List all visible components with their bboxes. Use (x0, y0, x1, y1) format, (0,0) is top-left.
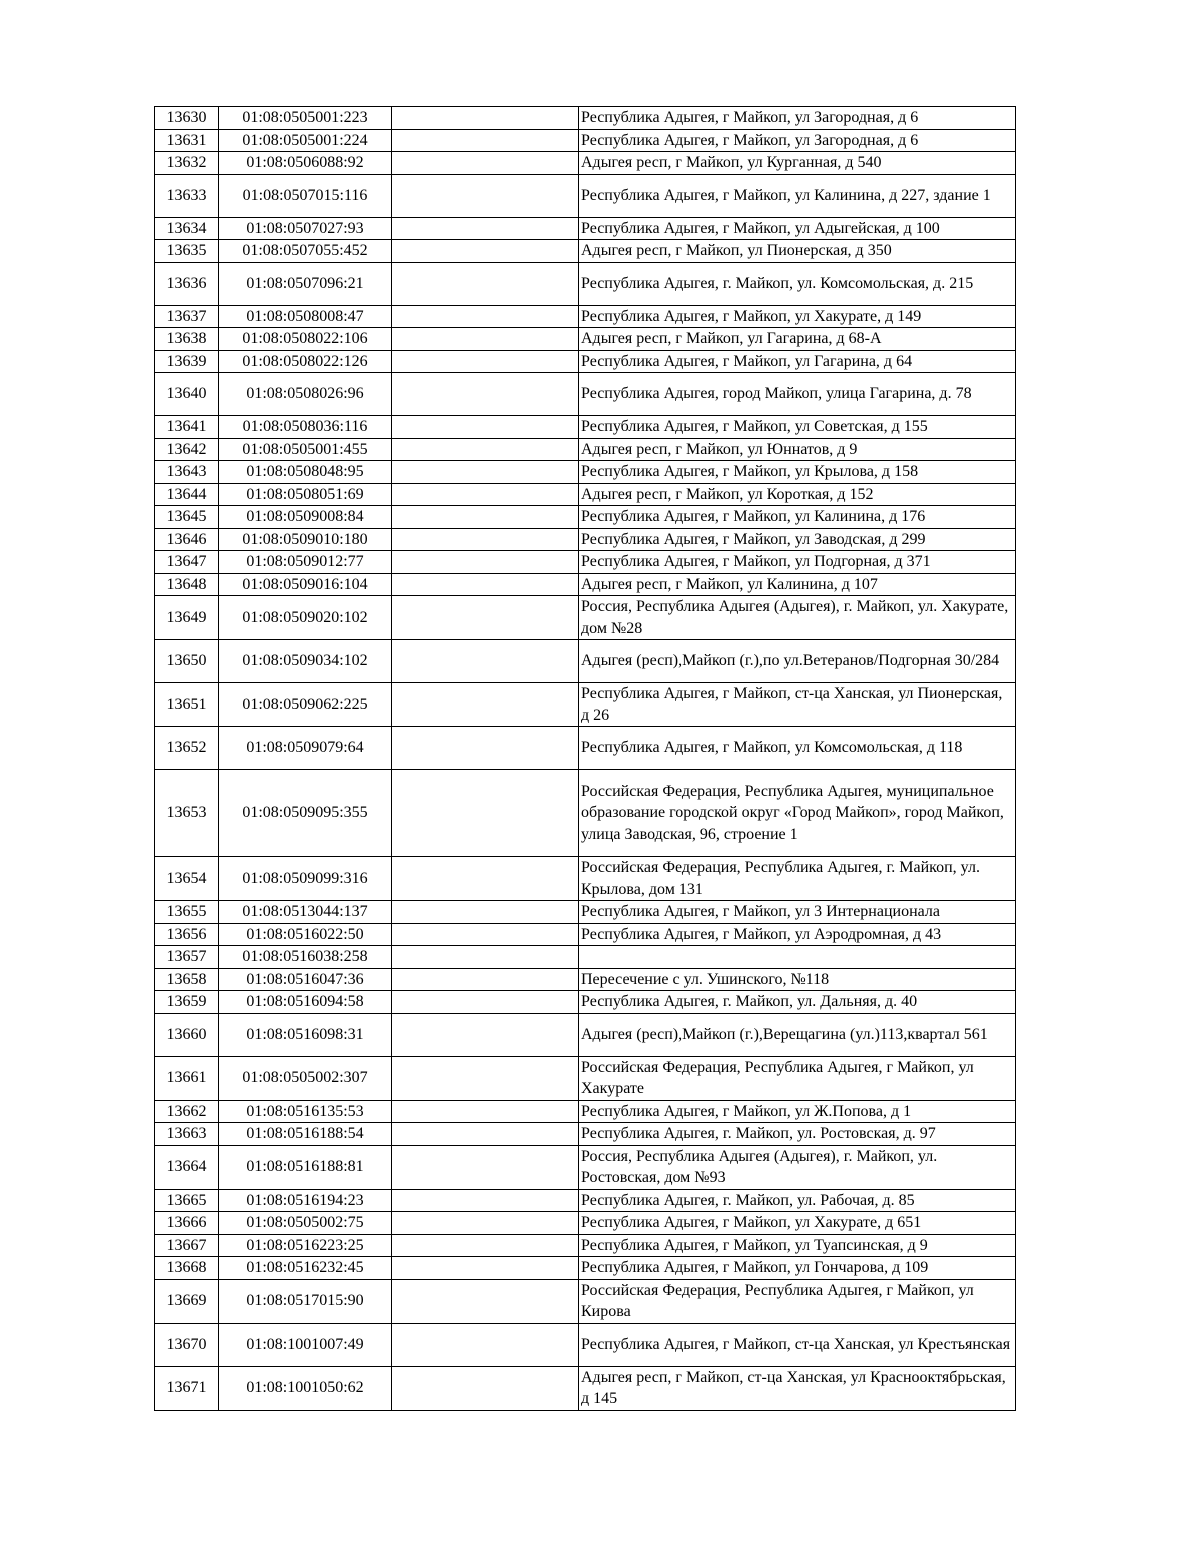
cadastral-number-cell: 01:08:0516098:31 (219, 1013, 392, 1056)
empty-cell (392, 305, 579, 328)
empty-cell (392, 573, 579, 596)
table-row (155, 438, 1016, 461)
cadastral-number-cell: 01:08:0508022:106 (219, 328, 392, 351)
empty-cell (392, 152, 579, 175)
cadastral-number-cell: 01:08:0505002:75 (219, 1212, 392, 1235)
address-cell: Республика Адыгея, город Майкоп, улица Гагарина, д. 78 (579, 373, 1016, 416)
cadastral-number-cell: 01:08:0508048:95 (219, 461, 392, 484)
empty-cell (392, 373, 579, 416)
cadastral-number-cell: 01:08:0509020:102 (219, 596, 392, 640)
cadastral-number-cell: 01:08:0513044:137 (219, 901, 392, 924)
address-cell: Республика Адыгея, г Майкоп, ул Гагарина, д 64 (579, 350, 1016, 373)
cadastral-number-cell: 01:08:0507096:21 (219, 262, 392, 305)
table-row (155, 1366, 1016, 1410)
row-number-cell: 13644 (155, 483, 219, 506)
empty-cell (392, 901, 579, 924)
table-row (155, 727, 1016, 770)
cadastral-number-cell: 01:08:0505001:223 (219, 107, 392, 130)
cadastral-number-cell: 01:08:0517015:90 (219, 1279, 392, 1323)
empty-cell (392, 1279, 579, 1323)
cadastral-number-cell: 01:08:0516188:54 (219, 1123, 392, 1146)
row-number-cell: 13668 (155, 1257, 219, 1280)
empty-cell (392, 174, 579, 217)
address-cell (579, 946, 1016, 969)
row-number-cell: 13654 (155, 857, 219, 901)
address-cell: Республика Адыгея, г Майкоп, ул Хакурате, д 651 (579, 1212, 1016, 1235)
row-number-cell: 13630 (155, 107, 219, 130)
address-cell: Российская Федерация, Республика Адыгея, г Майкоп, ул Хакурате (579, 1056, 1016, 1100)
row-number-cell: 13632 (155, 152, 219, 175)
cadastral-number-cell: 01:08:0505001:224 (219, 129, 392, 152)
table-row (155, 551, 1016, 574)
address-cell: Адыгея респ, г Майкоп, ул Гагарина, д 68-А (579, 328, 1016, 351)
empty-cell (392, 461, 579, 484)
address-cell: Республика Адыгея, г Майкоп, ул Подгорная, д 371 (579, 551, 1016, 574)
empty-cell (392, 1145, 579, 1189)
table-row (155, 1056, 1016, 1100)
cadastral-number-cell: 01:08:0508026:96 (219, 373, 392, 416)
cadastral-number-cell: 01:08:0509099:316 (219, 857, 392, 901)
address-cell: Россия, Республика Адыгея (Адыгея), г. Майкоп, ул. Ростовская, дом №93 (579, 1145, 1016, 1189)
address-cell: Российская Федерация, Республика Адыгея, г Майкоп, ул Кирова (579, 1279, 1016, 1323)
cadastral-number-cell: 01:08:0509016:104 (219, 573, 392, 596)
table-row (155, 152, 1016, 175)
row-number-cell: 13648 (155, 573, 219, 596)
row-number-cell: 13662 (155, 1100, 219, 1123)
empty-cell (392, 640, 579, 683)
address-cell: Республика Адыгея, г Майкоп, ул Туапсинская, д 9 (579, 1234, 1016, 1257)
cadastral-number-cell: 01:08:0505001:455 (219, 438, 392, 461)
table-row (155, 483, 1016, 506)
address-cell: Республика Адыгея, г. Майкоп, ул. Комсомольская, д. 215 (579, 262, 1016, 305)
property-register-table (154, 106, 1016, 1411)
empty-cell (392, 438, 579, 461)
table-row (155, 573, 1016, 596)
address-cell: Адыгея респ, г Майкоп, ул Пионерская, д 350 (579, 240, 1016, 263)
table-row (155, 946, 1016, 969)
cadastral-number-cell: 01:08:0516135:53 (219, 1100, 392, 1123)
row-number-cell: 13656 (155, 923, 219, 946)
address-cell: Российская Федерация, Республика Адыгея, муниципальное образование городской округ «Город Майкоп», город Майкоп, улица Заводская, 96, строение 1 (579, 770, 1016, 857)
row-number-cell: 13646 (155, 528, 219, 551)
empty-cell (392, 240, 579, 263)
table-row (155, 350, 1016, 373)
row-number-cell: 13650 (155, 640, 219, 683)
address-cell: Республика Адыгея, г Майкоп, ул 3 Интернационала (579, 901, 1016, 924)
cadastral-number-cell: 01:08:0509062:225 (219, 683, 392, 727)
empty-cell (392, 1257, 579, 1280)
table-row (155, 1100, 1016, 1123)
table-row (155, 174, 1016, 217)
empty-cell (392, 683, 579, 727)
row-number-cell: 13667 (155, 1234, 219, 1257)
cadastral-number-cell: 01:08:0506088:92 (219, 152, 392, 175)
table-row (155, 991, 1016, 1014)
row-number-cell: 13636 (155, 262, 219, 305)
cadastral-number-cell: 01:08:0509010:180 (219, 528, 392, 551)
address-cell: Республика Адыгея, г Майкоп, ул Калинина, д 176 (579, 506, 1016, 529)
row-number-cell: 13655 (155, 901, 219, 924)
row-number-cell: 13649 (155, 596, 219, 640)
empty-cell (392, 328, 579, 351)
empty-cell (392, 551, 579, 574)
empty-cell (392, 946, 579, 969)
address-cell: Республика Адыгея, г Майкоп, ул Загородная, д 6 (579, 129, 1016, 152)
table-row (155, 528, 1016, 551)
empty-cell (392, 1323, 579, 1366)
cadastral-number-cell: 01:08:0516038:258 (219, 946, 392, 969)
empty-cell (392, 262, 579, 305)
empty-cell (392, 1013, 579, 1056)
row-number-cell: 13633 (155, 174, 219, 217)
empty-cell (392, 506, 579, 529)
row-number-cell: 13660 (155, 1013, 219, 1056)
empty-cell (392, 107, 579, 130)
table-row (155, 1013, 1016, 1056)
empty-cell (392, 416, 579, 439)
cadastral-number-cell: 01:08:0516223:25 (219, 1234, 392, 1257)
table-row (155, 416, 1016, 439)
address-cell: Республика Адыгея, г. Майкоп, ул. Ростовская, д. 97 (579, 1123, 1016, 1146)
table-row (155, 1189, 1016, 1212)
address-cell: Республика Адыгея, г Майкоп, ул Гончарова, д 109 (579, 1257, 1016, 1280)
address-cell: Адыгея респ, г Майкоп, ул Юннатов, д 9 (579, 438, 1016, 461)
address-cell: Россия, Республика Адыгея (Адыгея), г. Майкоп, ул. Хакурате, дом №28 (579, 596, 1016, 640)
empty-cell (392, 1056, 579, 1100)
empty-cell (392, 991, 579, 1014)
row-number-cell: 13631 (155, 129, 219, 152)
cadastral-number-cell: 01:08:0509095:355 (219, 770, 392, 857)
cadastral-number-cell: 01:08:1001007:49 (219, 1323, 392, 1366)
address-cell: Адыгея респ, г Майкоп, ул Калинина, д 107 (579, 573, 1016, 596)
address-cell: Республика Адыгея, г Майкоп, ул Комсомольская, д 118 (579, 727, 1016, 770)
address-cell: Республика Адыгея, г Майкоп, ул Хакурате, д 149 (579, 305, 1016, 328)
row-number-cell: 13670 (155, 1323, 219, 1366)
row-number-cell: 13647 (155, 551, 219, 574)
address-cell: Российская Федерация, Республика Адыгея, г. Майкоп, ул. Крылова, дом 131 (579, 857, 1016, 901)
row-number-cell: 13671 (155, 1366, 219, 1410)
row-number-cell: 13640 (155, 373, 219, 416)
table-row (155, 461, 1016, 484)
empty-cell (392, 727, 579, 770)
table-row (155, 1279, 1016, 1323)
empty-cell (392, 129, 579, 152)
address-cell: Республика Адыгея, г Майкоп, ул Заводская, д 299 (579, 528, 1016, 551)
table-row (155, 262, 1016, 305)
row-number-cell: 13645 (155, 506, 219, 529)
address-cell: Республика Адыгея, г Майкоп, ул Ж.Попова, д 1 (579, 1100, 1016, 1123)
cadastral-number-cell: 01:08:0509012:77 (219, 551, 392, 574)
address-cell: Пересечение с ул. Ушинского, №118 (579, 968, 1016, 991)
cadastral-number-cell: 01:08:0516047:36 (219, 968, 392, 991)
table-row (155, 901, 1016, 924)
table-row (155, 1123, 1016, 1146)
empty-cell (392, 1234, 579, 1257)
table-row (155, 770, 1016, 857)
table-row (155, 107, 1016, 130)
table-body (155, 107, 1016, 1411)
cadastral-number-cell: 01:08:0507027:93 (219, 217, 392, 240)
row-number-cell: 13643 (155, 461, 219, 484)
address-cell: Адыгея (респ),Майкоп (г.),Верещагина (ул.)113,квартал 561 (579, 1013, 1016, 1056)
cadastral-number-cell: 01:08:0507055:452 (219, 240, 392, 263)
table-row (155, 373, 1016, 416)
table-row (155, 240, 1016, 263)
row-number-cell: 13634 (155, 217, 219, 240)
empty-cell (392, 217, 579, 240)
empty-cell (392, 483, 579, 506)
table-row (155, 968, 1016, 991)
row-number-cell: 13657 (155, 946, 219, 969)
empty-cell (392, 1212, 579, 1235)
table-row (155, 1145, 1016, 1189)
cadastral-number-cell: 01:08:0509034:102 (219, 640, 392, 683)
address-cell: Республика Адыгея, г Майкоп, ул Аэродромная, д 43 (579, 923, 1016, 946)
address-cell: Республика Адыгея, г Майкоп, ул Адыгейская, д 100 (579, 217, 1016, 240)
row-number-cell: 13639 (155, 350, 219, 373)
empty-cell (392, 350, 579, 373)
cadastral-number-cell: 01:08:0516194:23 (219, 1189, 392, 1212)
address-cell: Адыгея респ, г Майкоп, ст-ца Ханская, ул Краснооктябрьская, д 145 (579, 1366, 1016, 1410)
table-row (155, 857, 1016, 901)
cadastral-number-cell: 01:08:0509079:64 (219, 727, 392, 770)
row-number-cell: 13658 (155, 968, 219, 991)
empty-cell (392, 1366, 579, 1410)
table-row (155, 1323, 1016, 1366)
cadastral-number-cell: 01:08:1001050:62 (219, 1366, 392, 1410)
empty-cell (392, 857, 579, 901)
cadastral-number-cell: 01:08:0505002:307 (219, 1056, 392, 1100)
row-number-cell: 13664 (155, 1145, 219, 1189)
address-cell: Республика Адыгея, г. Майкоп, ул. Дальняя, д. 40 (579, 991, 1016, 1014)
cadastral-number-cell: 01:08:0508008:47 (219, 305, 392, 328)
address-cell: Республика Адыгея, г Майкоп, ул Калинина, д 227, здание 1 (579, 174, 1016, 217)
table-row (155, 328, 1016, 351)
row-number-cell: 13659 (155, 991, 219, 1014)
address-cell: Республика Адыгея, г Майкоп, ул Крылова, д 158 (579, 461, 1016, 484)
empty-cell (392, 968, 579, 991)
row-number-cell: 13638 (155, 328, 219, 351)
empty-cell (392, 1100, 579, 1123)
row-number-cell: 13641 (155, 416, 219, 439)
row-number-cell: 13663 (155, 1123, 219, 1146)
address-cell: Республика Адыгея, г Майкоп, ст-ца Ханская, ул Пионерская, д 26 (579, 683, 1016, 727)
row-number-cell: 13666 (155, 1212, 219, 1235)
table-row (155, 305, 1016, 328)
cadastral-number-cell: 01:08:0508036:116 (219, 416, 392, 439)
empty-cell (392, 1123, 579, 1146)
cadastral-number-cell: 01:08:0507015:116 (219, 174, 392, 217)
table-row (155, 1234, 1016, 1257)
table-row (155, 640, 1016, 683)
table-row (155, 923, 1016, 946)
address-cell: Республика Адыгея, г Майкоп, ул Загородная, д 6 (579, 107, 1016, 130)
cadastral-number-cell: 01:08:0508022:126 (219, 350, 392, 373)
address-cell: Адыгея (респ),Майкоп (г.),по ул.Ветеранов/Подгорная 30/284 (579, 640, 1016, 683)
empty-cell (392, 770, 579, 857)
cadastral-number-cell: 01:08:0516188:81 (219, 1145, 392, 1189)
cadastral-number-cell: 01:08:0509008:84 (219, 506, 392, 529)
cadastral-number-cell: 01:08:0516094:58 (219, 991, 392, 1014)
empty-cell (392, 528, 579, 551)
cadastral-number-cell: 01:08:0516022:50 (219, 923, 392, 946)
empty-cell (392, 1189, 579, 1212)
empty-cell (392, 596, 579, 640)
row-number-cell: 13651 (155, 683, 219, 727)
row-number-cell: 13635 (155, 240, 219, 263)
row-number-cell: 13661 (155, 1056, 219, 1100)
cadastral-number-cell: 01:08:0516232:45 (219, 1257, 392, 1280)
address-cell: Республика Адыгея, г Майкоп, ул Советская, д 155 (579, 416, 1016, 439)
table-row (155, 1257, 1016, 1280)
address-cell: Адыгея респ, г Майкоп, ул Курганная, д 540 (579, 152, 1016, 175)
table-row (155, 129, 1016, 152)
row-number-cell: 13642 (155, 438, 219, 461)
address-cell: Адыгея респ, г Майкоп, ул Короткая, д 152 (579, 483, 1016, 506)
table-row (155, 1212, 1016, 1235)
table-row (155, 683, 1016, 727)
row-number-cell: 13653 (155, 770, 219, 857)
row-number-cell: 13652 (155, 727, 219, 770)
row-number-cell: 13669 (155, 1279, 219, 1323)
cadastral-number-cell: 01:08:0508051:69 (219, 483, 392, 506)
address-cell: Республика Адыгея, г. Майкоп, ул. Рабочая, д. 85 (579, 1189, 1016, 1212)
row-number-cell: 13665 (155, 1189, 219, 1212)
empty-cell (392, 923, 579, 946)
address-cell: Республика Адыгея, г Майкоп, ст-ца Ханская, ул Крестьянская (579, 1323, 1016, 1366)
row-number-cell: 13637 (155, 305, 219, 328)
table-row (155, 217, 1016, 240)
table-row (155, 596, 1016, 640)
table-row (155, 506, 1016, 529)
